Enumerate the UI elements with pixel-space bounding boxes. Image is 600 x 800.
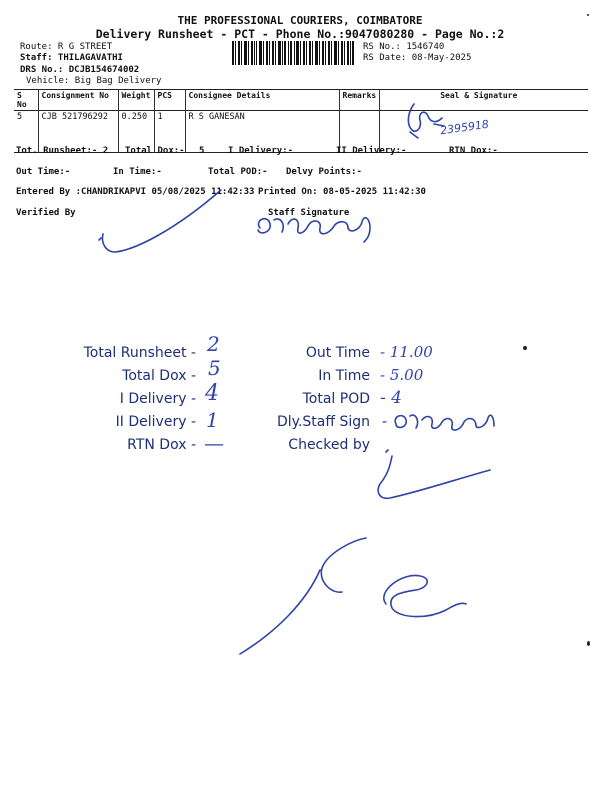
col-header: Weight (118, 90, 154, 111)
runsheet-subtitle: Delivery Runsheet - PCT - Phone No.:9047080280 - Page No.:2 (95, 27, 505, 41)
col-header: PCS (154, 90, 185, 111)
stamp-rtn-dox-label: RTN Dox - (127, 437, 196, 453)
staff-signature-ink-icon (252, 206, 382, 246)
out-time-label: Out Time:- (16, 167, 71, 177)
hw-total-pod-value: - 4 (380, 388, 402, 408)
stamp-staff-sign-label: Dly.Staff Sign (277, 414, 370, 430)
stamp-in-time-label: In Time (318, 368, 370, 384)
cell-sno: 5 (17, 112, 23, 122)
seal-handwritten-number: 2395918 (439, 117, 490, 138)
ink-speck (587, 641, 590, 646)
vehicle-line: Vehicle: Big Bag Delivery (26, 76, 162, 86)
col-header: S No (17, 91, 27, 109)
large-signature-icon (236, 532, 476, 662)
hw-in-time-value: - 5.00 (380, 366, 424, 384)
company-title: THE PROFESSIONAL COURIERS, COIMBATORE (177, 14, 423, 27)
rs-date: RS Date: 08-May-2025 (363, 53, 472, 63)
stamp-total-runsheet-label: Total Runsheet - (83, 345, 196, 361)
hw-out-time-value: - 11.00 (380, 343, 433, 361)
verified-signature-icon (95, 190, 235, 260)
col-header: Consignment No (38, 90, 118, 111)
ink-speck (523, 346, 527, 350)
printed-on: Printed On: 08-05-2025 11:42:30 (258, 187, 426, 197)
col-header: Seal & Signature (380, 90, 588, 111)
hw-total-runsheet-value: 2 (207, 332, 220, 356)
col-header: Consignee Details (185, 90, 339, 111)
staff-signature-label: Staff Signature (268, 208, 350, 218)
stamp-ii-delivery-label: II Delivery - (115, 414, 196, 430)
staff-line: Staff: THILAGAVATHI (20, 53, 123, 63)
ii-delivery-label: II Delivery:- (336, 146, 407, 156)
cell-pcs: 1 (154, 111, 185, 153)
hw-rtn-dox-value: — (204, 431, 224, 455)
barcode-icon (232, 41, 354, 65)
total-pod-label: Total POD:- (208, 167, 268, 177)
cell-consignment: CJB 521796292 (38, 111, 118, 153)
rtn-dox-label: RTN Dox:- (449, 146, 498, 156)
total-dox-value: 5 (199, 146, 205, 156)
route-line: Route: R G STREET (20, 42, 113, 52)
verified-by-label: Verified By (16, 208, 76, 218)
tot-runsheet: Tot. Runsheet:- 2 (16, 146, 109, 156)
stamp-checked-by-label: Checked by (288, 437, 370, 453)
hw-total-dox-value: 5 (208, 356, 221, 380)
cell-consignee: R S GANESAN (185, 111, 339, 153)
i-delivery-label: I Delivery:- (228, 146, 294, 156)
drs-line: DRS No.: DCJB154674002 (20, 65, 140, 75)
dly-staff-signature-icon (390, 408, 500, 438)
hw-i-delivery-value: 4 (205, 381, 219, 406)
stamp-total-pod-label: Total POD (302, 391, 370, 407)
stamp-i-delivery-label: I Delivery - (119, 391, 196, 407)
entered-by: Entered By :CHANDRIKAPVI 05/08/2025 11:42:33 (16, 187, 255, 197)
ink-speck (587, 14, 589, 16)
col-header: Remarks (339, 90, 380, 111)
stamp-out-time-label: Out Time (305, 345, 370, 361)
checked-by-signature-icon (370, 440, 500, 510)
in-time-label: In Time:- (113, 167, 162, 177)
cell-weight: 0.250 (118, 111, 154, 153)
hw-ii-delivery-value: 1 (206, 408, 219, 432)
stamp-total-dox-label: Total Dox - (122, 368, 196, 384)
rs-number: RS No.: 1546740 (363, 42, 445, 52)
total-dox-label: Total Dox:- (125, 146, 185, 156)
delvy-points-label: Delvy Points:- (286, 167, 362, 177)
stamp-staff-sign-dash: - (382, 414, 388, 430)
